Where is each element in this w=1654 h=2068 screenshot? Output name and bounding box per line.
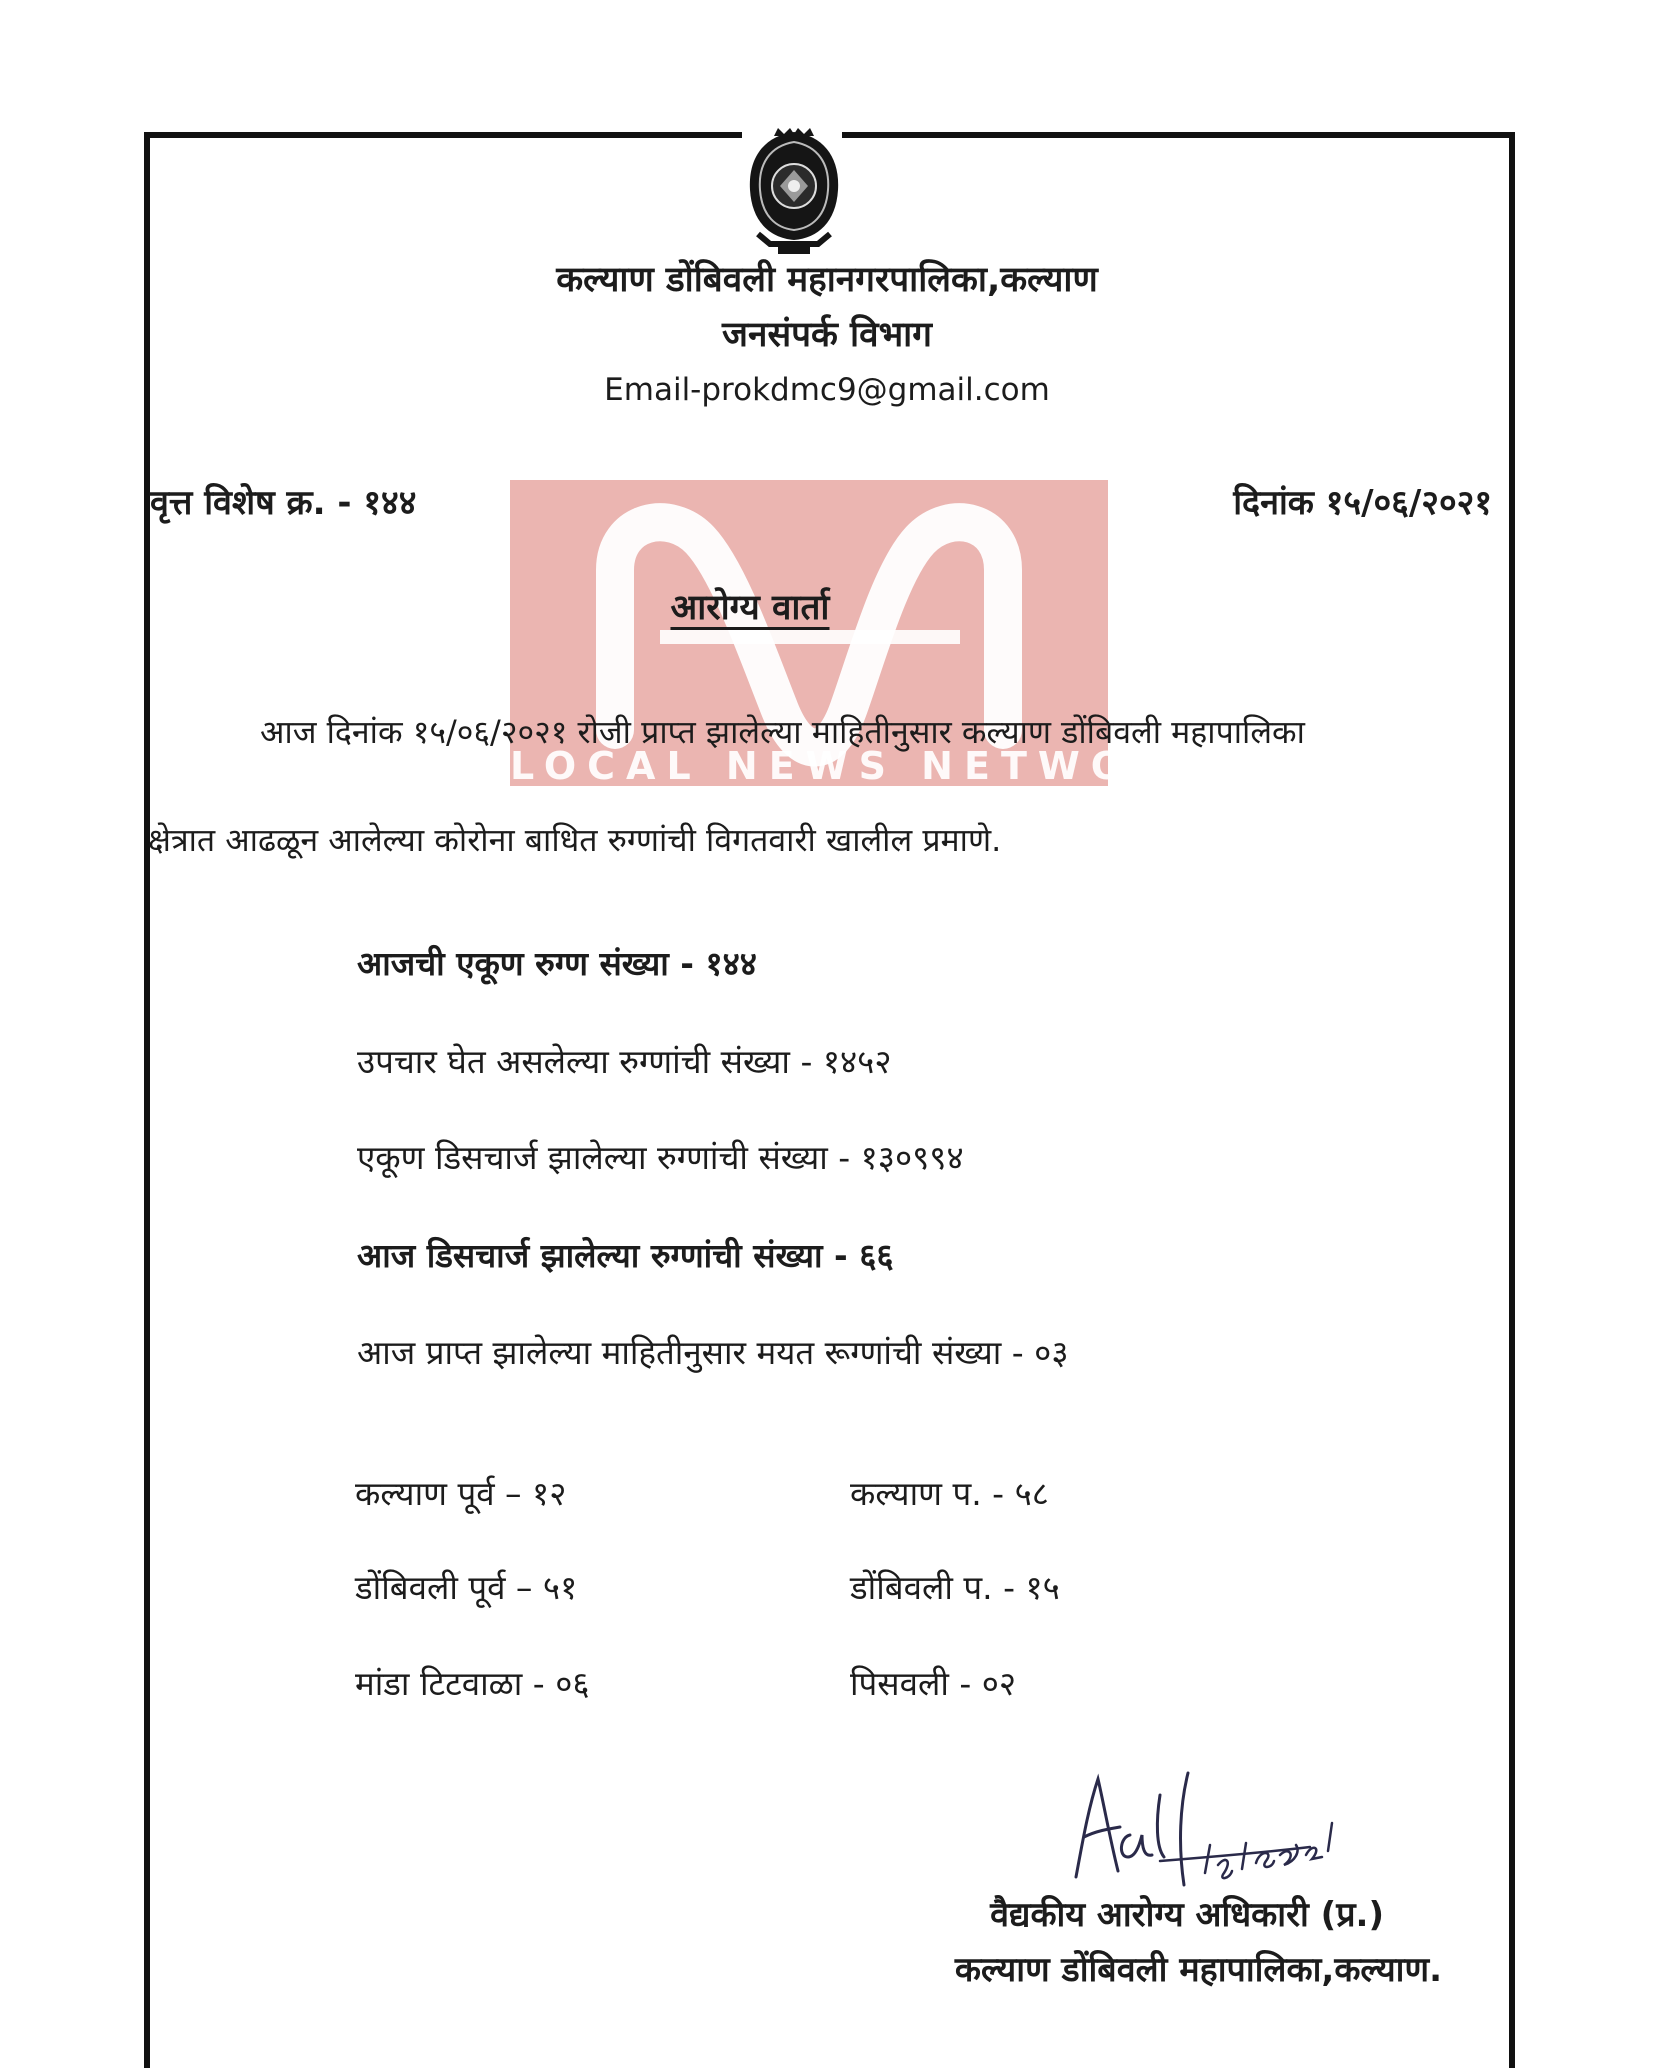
stat-total-discharged: एकूण डिसचार्ज झालेल्या रुग्णांची संख्या - १३०९९४ [357,1138,964,1177]
ward-manda-titwala: मांडा टिटवाळा - ०६ [355,1664,590,1703]
ward-kalyan-west: कल्याण प. - ५८ [850,1474,1049,1513]
reference-number: वृत्त विशेष क्र. - १४४ [150,483,417,523]
signatory-title: वैद्यकीय आरोग्य अधिकारी (प्र.) [990,1895,1384,1935]
stat-under-treatment: उपचार घेत असलेल्या रुग्णांची संख्या - १४५२ [357,1042,892,1081]
ward-dombivli-west: डोंबिवली प. - १५ [850,1568,1060,1607]
ward-dombivli-east: डोंबिवली पूर्व – ५१ [355,1568,578,1607]
stat-deaths-today: आज प्राप्त झालेल्या माहितीनुसार मयत रूग्णांची संख्या - ०३ [357,1333,1069,1372]
body-line-1: आज दिनांक १५/०६/२०२१ रोजी प्राप्त झालेल्या माहितीनुसार कल्याण डोंबिवली महापालिका [260,713,1305,751]
watermark-text: LOCAL NEWS NETWORK [510,744,1215,788]
department-name: जनसंपर्क विभाग [722,315,932,355]
document-title: आरोग्य वार्ता [670,588,830,628]
org-name: कल्याण डोंबिवली महानगरपालिका,कल्याण [556,260,1098,300]
handwritten-signature [1060,1765,1400,1895]
signatory-org: कल्याण डोंबिवली महापालिका,कल्याण. [954,1950,1442,1990]
email-address: Email-prokdmc9@gmail.com [604,372,1050,408]
municipal-emblem-icon [744,128,844,256]
issue-date: दिनांक १५/०६/२०२१ [1233,483,1492,523]
ward-kalyan-east: कल्याण पूर्व – १२ [355,1474,567,1513]
stat-total-today: आजची एकूण रुग्ण संख्या - १४४ [357,944,757,983]
ward-pisavali: पिसवली - ०२ [850,1664,1017,1703]
stat-discharged-today: आज डिसचार्ज झालेल्या रुग्णांची संख्या - ६६ [357,1236,894,1275]
body-line-2: क्षेत्रात आढळून आलेल्या कोरोना बाधित रुग्णांची विगतवारी खालील प्रमाणे. [148,821,1002,859]
